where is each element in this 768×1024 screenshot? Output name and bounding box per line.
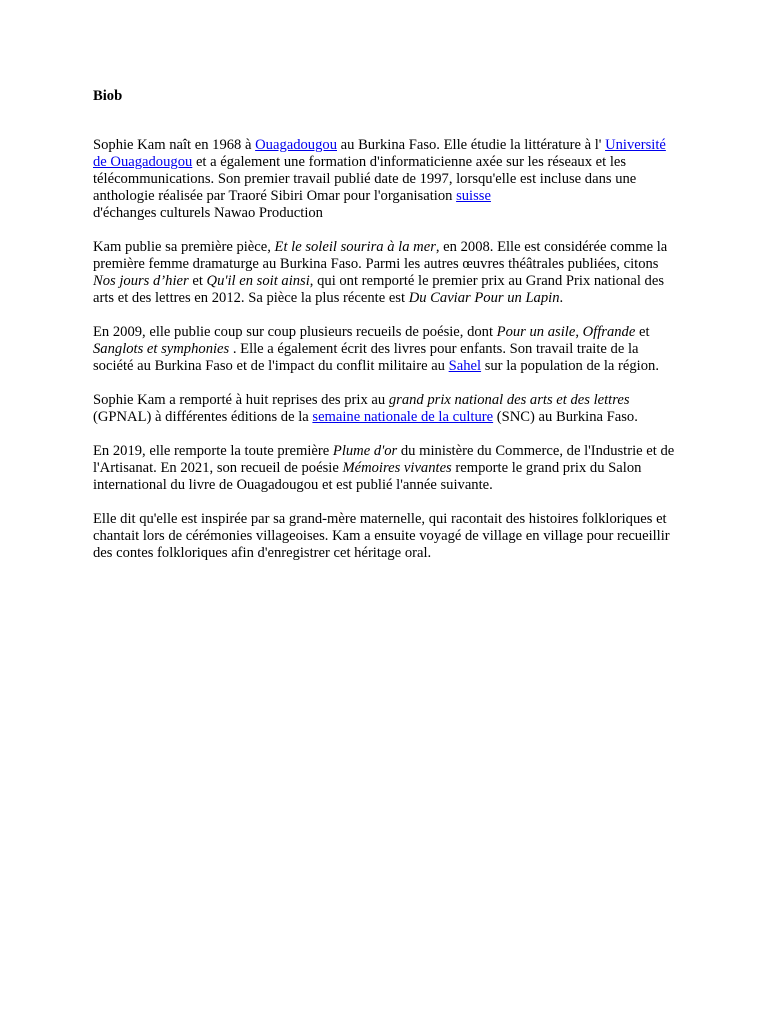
text-segment: remporte le grand prix du Salon international du livre de Ouagadougou et est publié l'année suivante. bbox=[93, 460, 642, 493]
text-segment: sur la population de la région. bbox=[481, 358, 659, 374]
work-title: Nos jours d’hier bbox=[93, 273, 189, 289]
work-title: Qu'il en soit ainsi bbox=[206, 273, 310, 289]
text-segment: du ministère du Commerce, de l'Industrie et de l'Artisanat. En 2021, son recueil de poésie bbox=[93, 443, 675, 476]
link-semaine-nationale-culture[interactable]: semaine nationale de la culture bbox=[312, 409, 494, 425]
text-segment: (SNC) au Burkina Faso. bbox=[493, 409, 638, 425]
text-segment: En 2019, elle remporte la toute première bbox=[93, 443, 333, 459]
text-segment: et bbox=[635, 324, 650, 340]
link-ouagadougou[interactable]: Ouagadougou bbox=[255, 137, 337, 153]
paragraph-theatre bbox=[93, 239, 677, 307]
section-heading: Biob bbox=[93, 88, 123, 104]
text-segment: , qui ont remporté le premier prix au Grand Prix national des arts et des lettres en 2012. Sa pièce la plus récente est bbox=[93, 273, 665, 306]
text-segment: . bbox=[559, 290, 564, 306]
article-body bbox=[93, 137, 677, 579]
text-segment: au Burkina Faso. Elle étudie la littérature à l' bbox=[337, 137, 606, 153]
work-title: Pour un asile bbox=[496, 324, 576, 340]
work-title: Offrande bbox=[582, 324, 636, 340]
text-segment: Kam publie sa première pièce, bbox=[93, 239, 275, 255]
text-segment: , bbox=[575, 324, 583, 340]
text-segment: et a également une formation d'informaticienne axée sur les réseaux et les télécommunications. Son premier travail publié date de 1997, lorsqu'elle est incluse dans une anthologie réalisée par Traoré Sibiri Omar pour l'organisation bbox=[93, 154, 637, 204]
paragraph-awards bbox=[93, 392, 677, 426]
work-title: Et le soleil sourira à la mer bbox=[274, 239, 436, 255]
work-title: Sanglots et symphonies bbox=[93, 341, 230, 357]
text-segment: En 2009, elle publie coup sur coup plusieurs recueils de poésie, dont bbox=[93, 324, 497, 340]
paragraph-early-life bbox=[93, 137, 677, 222]
text-segment: , en 2008. Elle est considérée comme la première femme dramaturge au Burkina Faso. Parmi les autres œuvres théâtrales publiées, citons bbox=[93, 239, 668, 272]
link-suisse[interactable]: suisse bbox=[456, 188, 491, 204]
work-title: Du Caviar Pour un Lapin bbox=[408, 290, 560, 306]
text-segment: . Elle a également écrit des livres pour enfants. Son travail traite de la société au Burkina Faso et de l'impact du conflit militaire au bbox=[93, 341, 639, 374]
award-title: Plume d'or bbox=[332, 443, 398, 459]
text-segment: (GPNAL) à différentes éditions de la bbox=[93, 409, 313, 425]
link-universite-ouagadougou[interactable]: Université de Ouagadougou bbox=[93, 137, 666, 170]
paragraph-inspiration bbox=[93, 511, 677, 562]
text-segment: et bbox=[188, 273, 207, 289]
link-sahel[interactable]: Sahel bbox=[448, 358, 482, 374]
text-segment: Sophie Kam a remporté à huit reprises des prix au bbox=[93, 392, 389, 408]
text-segment: Sophie Kam naît en 1968 à bbox=[93, 137, 256, 153]
award-title: grand prix national des arts et des lettres bbox=[388, 392, 630, 408]
text-segment: Elle dit qu'elle est inspirée par sa grand-mère maternelle, qui racontait des histoires folkloriques et chantait lors de cérémonies villageoises. Kam a ensuite voyagé de village en village pour recueillir des contes folkloriques afin d'enregistrer cet héritage oral. bbox=[93, 511, 670, 561]
paragraph-poetry bbox=[93, 324, 677, 375]
paragraph-recent-awards bbox=[93, 443, 677, 494]
text-segment: d'échanges culturels Nawao Production bbox=[93, 205, 323, 221]
work-title: Mémoires vivantes bbox=[342, 460, 452, 476]
